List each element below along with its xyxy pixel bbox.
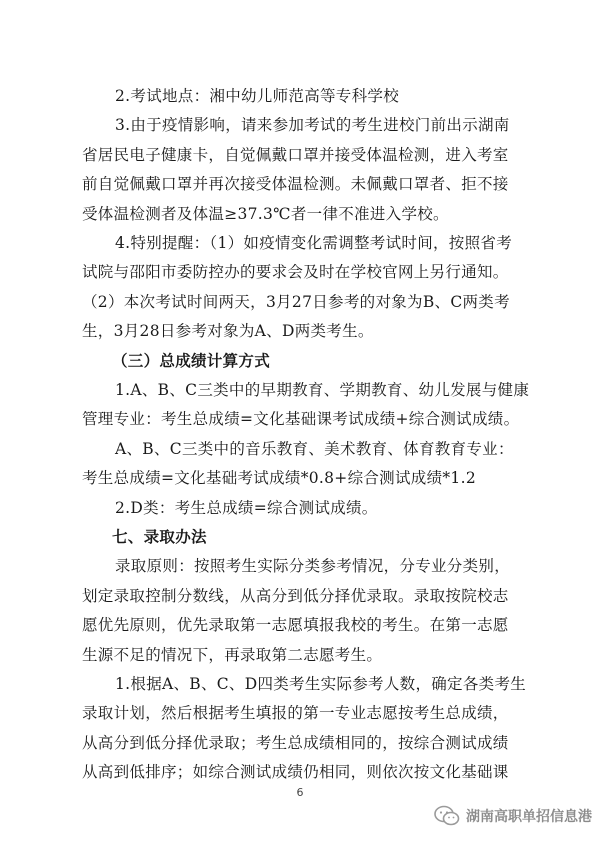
wechat-logo-icon bbox=[434, 805, 460, 827]
text-line: 4.特别提醒：（1）如疫情变化需调整考试时间，按照省考 bbox=[115, 234, 513, 252]
text-line: 前自觉佩戴口罩并再次接受体温检测。未佩戴口罩者、拒不接 bbox=[82, 175, 509, 194]
text-line: 生源不足的情况下，再录取第二志愿考生。 bbox=[82, 645, 383, 664]
text-line: 试院与邵阳市委防控办的要求会及时在学校官网上另行通知。 bbox=[82, 263, 509, 282]
text-line: 3.由于疫情影响，请来参加考试的考生进校门前出示湖南 bbox=[115, 116, 510, 135]
text-line: A、B、C三类中的音乐教育、美术教育、体育教育专业： bbox=[115, 439, 514, 458]
watermark bbox=[434, 805, 592, 827]
page-number: 6 bbox=[296, 786, 304, 799]
text-line: 录取计划，然后根据考生填报的第一专业志愿按考生总成绩， bbox=[82, 704, 509, 723]
text-line: 1.根据A、B、C、D四类考生实际参考人数，确定各类考生 bbox=[115, 675, 527, 693]
watermark-text: 湖南高职单招信息港 bbox=[466, 809, 592, 825]
text-line: 从高分到低分择优录取；考生总成绩相同的，按综合测试成绩 bbox=[82, 733, 509, 752]
text-line: 受体温检测者及体温≥37.3℃者一律不准进入学校。 bbox=[82, 204, 449, 223]
text-line: （2）本次考试时间两天，3月27日参考的对象为B、C两类考 bbox=[82, 292, 510, 311]
text-line: 录取原则：按照考生实际分类参考情况，分专业分类别， bbox=[115, 557, 511, 576]
text-line: 管理专业：考生总成绩=文化基础课考试成绩+综合测试成绩。 bbox=[82, 410, 520, 429]
text-line: 划定录取控制分数线，从高分到低分择优录取。录取按院校志 bbox=[82, 586, 509, 605]
section-heading: （三）总成绩计算方式 bbox=[112, 351, 271, 370]
text-line: 愿优先原则，优先录取第一志愿填报我校的考生。在第一志愿 bbox=[82, 616, 509, 635]
text-line: 生，3月28日参考对象为A、D两类考生。 bbox=[82, 322, 374, 341]
text-line: 省居民电子健康卡，自觉佩戴口罩并接受体温检测，进入考室 bbox=[82, 145, 509, 164]
section-heading: 七、录取办法 bbox=[112, 528, 207, 546]
text-line: 2.D类：考生总成绩=综合测试成绩。 bbox=[115, 498, 378, 517]
text-line: 考生总成绩=文化基础考试成绩*0.8+综合测试成绩*1.2 bbox=[82, 469, 476, 488]
text-line: 1.A、B、C三类中的早期教育、学期教育、幼儿发展与健康 bbox=[115, 381, 530, 399]
text-line: 2.考试地点：湘中幼儿师范高等专科学校 bbox=[115, 87, 399, 105]
text-line: 从高到低排序；如综合测试成绩仍相同，则依次按文化基础课 bbox=[82, 763, 509, 782]
